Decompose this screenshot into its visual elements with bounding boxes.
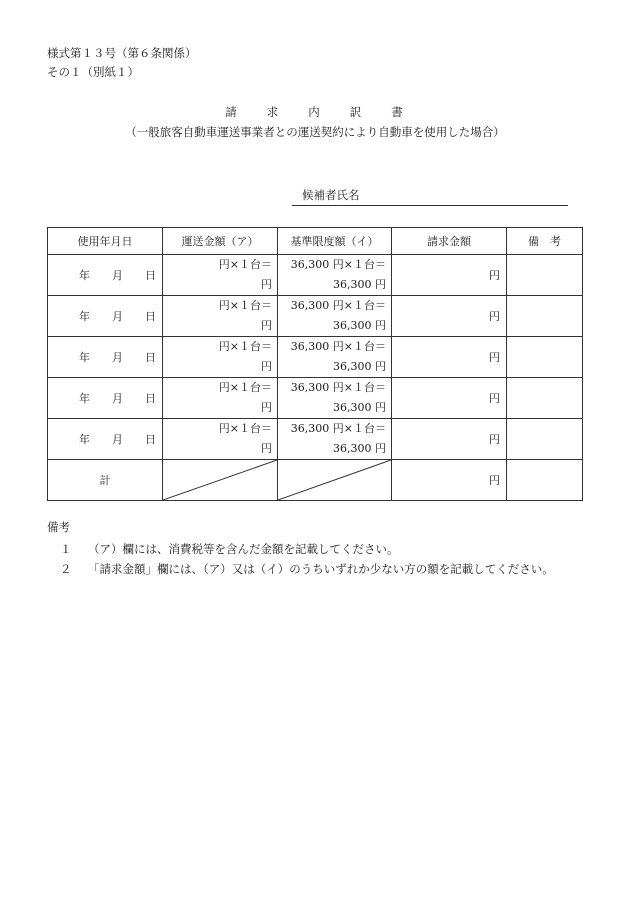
fare-formula: 円×１台＝: [218, 422, 272, 435]
fare-formula: 円×１台＝: [218, 381, 272, 394]
use-date-cell[interactable]: [48, 296, 163, 337]
limit-formula: 36,300 円×１台＝: [290, 340, 386, 353]
use-date-cell[interactable]: [48, 378, 163, 419]
limit-formula: 36,300 円×１台＝: [290, 422, 386, 435]
fare-cell[interactable]: [163, 378, 278, 419]
day-label: 日: [145, 433, 156, 446]
limit-result: 36,300 円: [333, 401, 386, 414]
claim-amount-cell[interactable]: [392, 296, 507, 337]
claim-unit: 円: [489, 269, 500, 282]
month-label: 月: [112, 269, 123, 282]
note-text: （ア）欄には、消費税等を含んだ金額を記載してください。: [88, 542, 399, 556]
table-row: [48, 255, 583, 296]
limit-result: 36,300 円: [333, 442, 386, 455]
title-char: 内: [308, 105, 322, 119]
header-remarks: 備 考: [507, 228, 583, 255]
title-char: 請: [225, 105, 239, 119]
day-label: 日: [145, 269, 156, 282]
year-label: 年: [79, 433, 90, 446]
limit-formula: 36,300 円×１台＝: [290, 381, 386, 394]
month-label: 月: [112, 392, 123, 405]
remarks-cell[interactable]: [507, 296, 583, 337]
limit-formula: 36,300 円×１台＝: [290, 299, 386, 312]
total-fare-cell: [163, 460, 278, 501]
fare-formula: 円×１台＝: [218, 258, 272, 271]
table-header-row: [48, 228, 583, 255]
note-number: １: [60, 542, 72, 556]
fare-cell[interactable]: [163, 296, 278, 337]
fare-result: 円: [261, 360, 272, 373]
fare-result: 円: [261, 401, 272, 414]
limit-cell: [278, 296, 392, 337]
header-fare: 運送金額（ア）: [163, 228, 278, 255]
header-claim: 請求金額: [392, 228, 507, 255]
claim-amount-cell[interactable]: [392, 255, 507, 296]
limit-formula: 36,300 円×１台＝: [290, 258, 386, 271]
fare-formula: 円×１台＝: [218, 340, 272, 353]
remarks-cell[interactable]: [507, 419, 583, 460]
claim-unit: 円: [489, 392, 500, 405]
remark-note: [60, 561, 554, 577]
fare-result: 円: [261, 442, 272, 455]
header-use-date: 使用年月日: [48, 228, 163, 255]
limit-cell: [278, 255, 392, 296]
remarks-cell[interactable]: [507, 255, 583, 296]
year-label: 年: [79, 310, 90, 323]
fare-cell[interactable]: [163, 255, 278, 296]
document-subtitle: （一般旅客自動車運送事業者との運送契約により自動車を使用した場合）: [125, 125, 505, 139]
limit-cell: [278, 378, 392, 419]
use-date-cell[interactable]: [48, 337, 163, 378]
use-date-cell[interactable]: [48, 255, 163, 296]
day-label: 日: [145, 351, 156, 364]
limit-cell: [278, 419, 392, 460]
total-unit: 円: [489, 474, 500, 487]
claim-amount-cell[interactable]: [392, 337, 507, 378]
claim-unit: 円: [489, 351, 500, 364]
note-text: 「請求金額」欄には、（ア）又は（イ）のうちいずれか少ない方の額を記載してください。: [88, 562, 554, 576]
document-title: [0, 104, 630, 120]
total-claim-cell[interactable]: [392, 460, 507, 501]
note-number: ２: [60, 562, 72, 576]
fare-cell[interactable]: [163, 337, 278, 378]
fare-result: 円: [261, 278, 272, 291]
diagonal-slash: [163, 460, 277, 500]
use-date-cell[interactable]: [48, 419, 163, 460]
month-label: 月: [112, 310, 123, 323]
form-number: 様式第１３号（第６条関係）: [47, 46, 197, 60]
limit-result: 36,300 円: [333, 360, 386, 373]
month-label: 月: [112, 433, 123, 446]
remark-note: [60, 541, 399, 557]
title-char: 訳: [349, 105, 364, 119]
claim-unit: 円: [489, 310, 500, 323]
limit-result: 36,300 円: [333, 319, 386, 332]
table-row: [48, 296, 583, 337]
day-label: 日: [145, 392, 156, 405]
title-char: 求: [266, 105, 281, 119]
month-label: 月: [112, 351, 123, 364]
title-char: 書: [391, 105, 405, 119]
fare-result: 円: [261, 319, 272, 332]
candidate-name-label: 候補者氏名: [302, 188, 360, 202]
total-row: [48, 460, 583, 501]
year-label: 年: [79, 351, 90, 364]
claim-amount-cell[interactable]: [392, 378, 507, 419]
total-remarks-cell[interactable]: [507, 460, 583, 501]
year-label: 年: [79, 269, 90, 282]
remarks-cell[interactable]: [507, 337, 583, 378]
year-label: 年: [79, 392, 90, 405]
total-label: 計: [48, 460, 163, 501]
total-limit-cell: [278, 460, 392, 501]
candidate-name-field[interactable]: [292, 205, 568, 206]
fare-formula: 円×１台＝: [218, 299, 272, 312]
table-row: [48, 378, 583, 419]
day-label: 日: [145, 310, 156, 323]
claim-amount-cell[interactable]: [392, 419, 507, 460]
form-sub-label: その１（別紙１）: [47, 65, 139, 79]
limit-cell: [278, 337, 392, 378]
remarks-title: 備考: [47, 520, 70, 534]
table-row: [48, 419, 583, 460]
fare-cell[interactable]: [163, 419, 278, 460]
remarks-cell[interactable]: [507, 378, 583, 419]
limit-result: 36,300 円: [333, 278, 386, 291]
header-limit: 基準限度額（イ）: [278, 228, 392, 255]
table-row: [48, 337, 583, 378]
claim-unit: 円: [489, 433, 500, 446]
diagonal-slash: [278, 460, 391, 500]
claim-table: [47, 227, 583, 501]
